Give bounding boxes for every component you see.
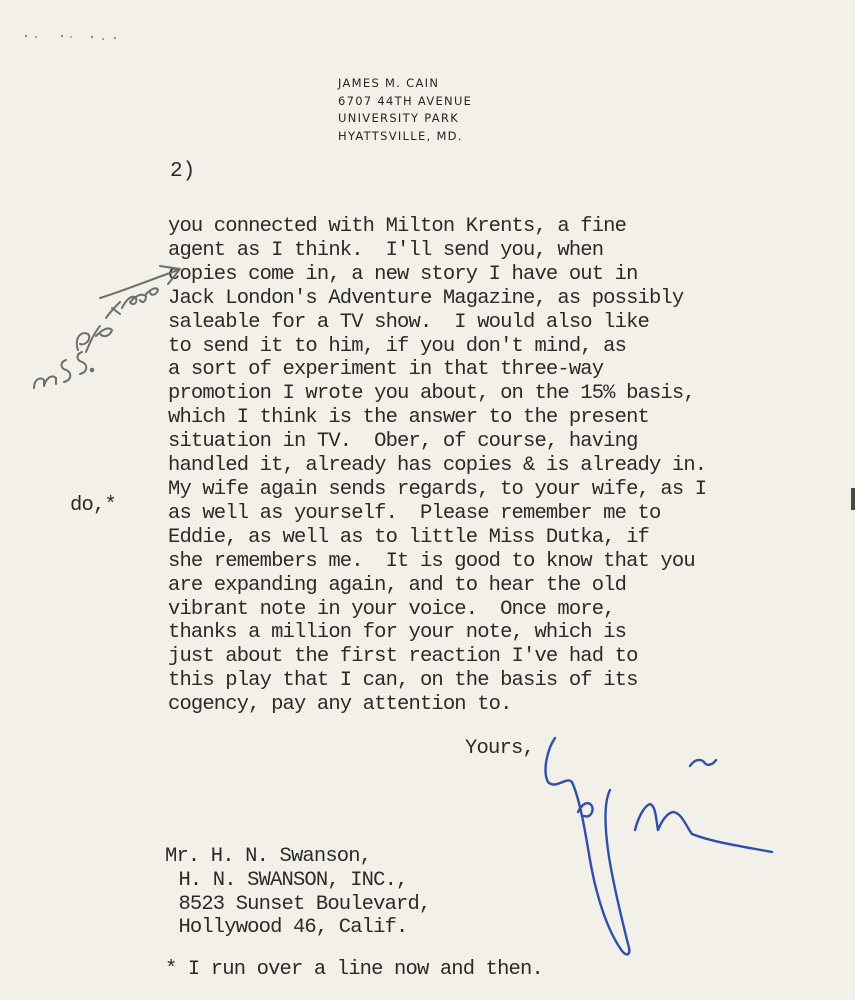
footnote: * I run over a line now and then.: [165, 958, 543, 981]
address-line: 8523 Sunset Boulevard,: [167, 892, 431, 916]
address-line: Hollywood 46, Calif.: [167, 916, 408, 940]
body-line: copies come in, a new story I have out in: [168, 262, 638, 286]
body-line: saleable for a TV show. I would also like: [168, 310, 649, 334]
address-line: H. N. SWANSON, INC.,: [167, 868, 408, 892]
letterhead-city: HYATTSVILLE, MD.: [338, 128, 463, 143]
body-line: Eddie, as well as to little Miss Dutka, if: [168, 525, 649, 549]
paper-corner-marks: [22, 28, 122, 48]
body-line: situation in TV. Ober, of course, having: [168, 430, 638, 454]
letterhead-street: 6707 44TH AVENUE: [338, 93, 473, 108]
recipient-address: [165, 845, 430, 940]
margin-insert: do,*: [70, 494, 117, 517]
body-line: thanks a million for your note, which is: [168, 621, 627, 645]
body-line: as well as yourself. Please remember me to: [168, 501, 661, 525]
body-line: you connected with Milton Krents, a fine: [168, 215, 627, 238]
page-number: 2): [170, 160, 196, 183]
body-line: are expanding again, and to hear the old: [168, 573, 627, 597]
body-line: which I think is the answer to the present: [168, 406, 649, 430]
body-line: she remembers me. It is good to know that you: [168, 549, 695, 573]
body-line: a sort of experiment in that three-way: [168, 358, 604, 382]
letterhead-name: JAMES M. CAIN: [338, 76, 440, 90]
closing: Yours,: [465, 737, 535, 760]
address-line: Mr. H. N. Swanson,: [165, 845, 372, 868]
body-line: Jack London's Adventure Magazine, as possibly: [168, 286, 684, 310]
body-line: just about the first reaction I've had to: [168, 645, 638, 669]
letterhead-area: UNIVERSITY PARK: [338, 111, 460, 125]
body-line: agent as I think. I'll send you, when: [168, 238, 604, 262]
body-line: vibrant note in your voice. Once more,: [168, 597, 615, 621]
letter-body: [168, 215, 706, 717]
letterhead: [338, 75, 538, 145]
paper-edge-mark: [851, 488, 855, 510]
body-line: to send it to him, if you don't mind, as: [168, 334, 627, 358]
body-line: handled it, already has copies & is already in.: [168, 454, 707, 478]
body-line: promotion I wrote you about, on the 15% basis,: [168, 382, 695, 406]
body-line: cogency, pay any attention to.: [168, 693, 512, 717]
body-line: this play that I can, on the basis of its: [168, 669, 638, 693]
body-line: My wife again sends regards, to your wife, as I: [168, 477, 707, 501]
